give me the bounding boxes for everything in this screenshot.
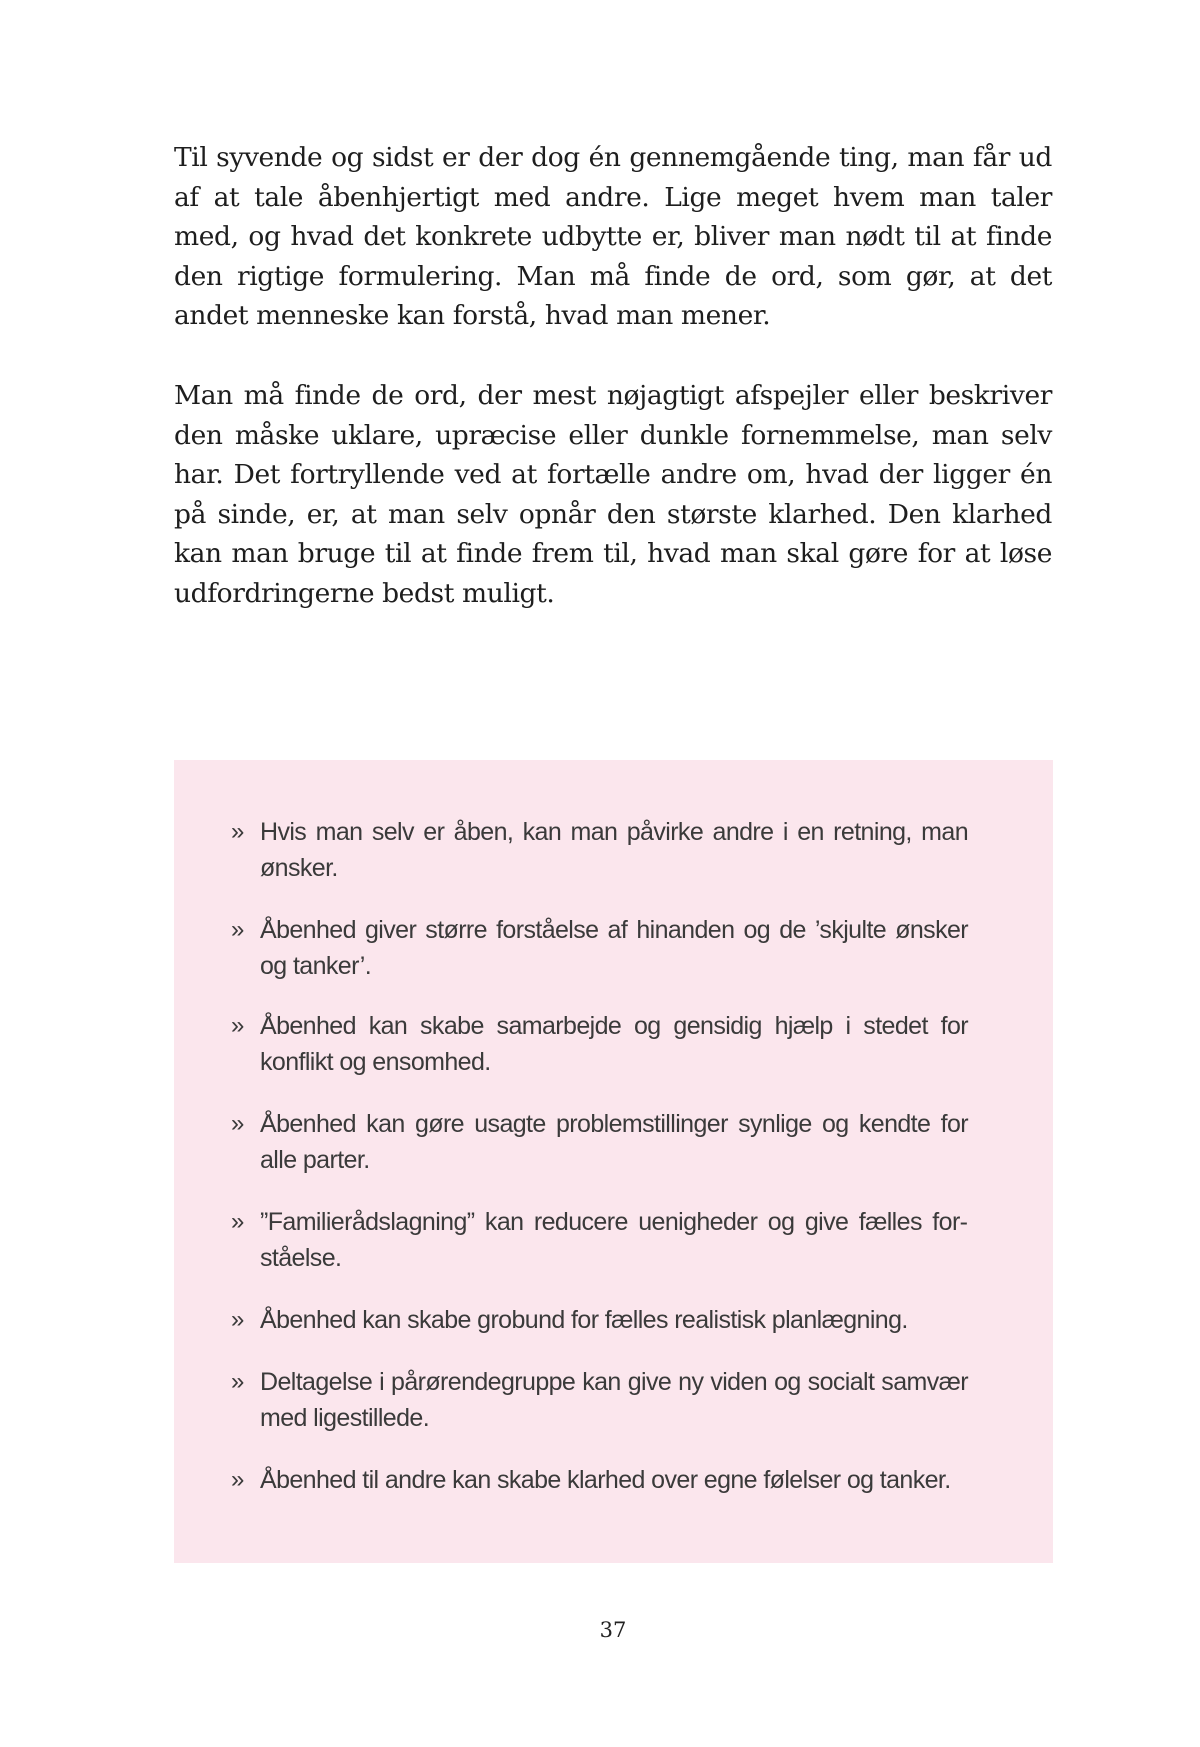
bullet-text: Åbenhed kan gøre usagte problemstillinger synlige og kendte for alle parter.: [260, 1110, 968, 1174]
bullet-marker-icon: »: [231, 1368, 244, 1395]
bullet-text: Åbenhed til andre kan skabe klarhed over egne følelser og tanker.: [260, 1466, 951, 1494]
bullet-text: Deltagelse i pårørendegruppe kan give ny viden og socialt samvær med ligestillede.: [260, 1368, 968, 1432]
body-paragraph: Man må finde de ord, der mest nøjagtigt afspejler eller beskriver den måske uklare, upræcise eller dunkle fornemmelse, man selv har. Det fortryllende ved at fortælle andre om, hvad der ligger én på sinde, er, at man selv opnår den største klarhed. Den klarhed kan man bruge til at finde frem til, hvad man skal gøre for at løse udfordringerne bedst muligt.: [174, 380, 1052, 609]
bullet-marker-icon: »: [231, 1012, 244, 1039]
bullet-marker-icon: »: [231, 1208, 244, 1235]
bullet-item: [231, 1364, 968, 1436]
bullet-marker-icon: »: [231, 1306, 244, 1333]
highlight-box: [174, 760, 1053, 1563]
bullet-marker-icon: »: [231, 1466, 244, 1493]
bullet-item: [231, 1008, 968, 1080]
bullet-item: [231, 1106, 968, 1178]
bullet-item: [231, 814, 968, 886]
bullet-item: [231, 1302, 968, 1338]
bullet-list: [231, 814, 968, 1498]
bullet-text: Åbenhed kan skabe samarbejde og gensidig hjælp i stedet for konflikt og ensomhed.: [260, 1012, 968, 1076]
bullet-marker-icon: »: [231, 916, 244, 943]
bullet-marker-icon: »: [231, 818, 244, 845]
bullet-text: Hvis man selv er åben, kan man påvirke andre i en retning, man ønsker.: [260, 818, 968, 882]
bullet-text: ”Familierådslagning” kan reducere uenigheder og give fælles forståelse.: [260, 1208, 968, 1272]
bullet-text: Åbenhed giver større forståelse af hinanden og de ’skjulte ønsker og tanker’.: [260, 916, 968, 980]
bullet-text: Åbenhed kan skabe grobund for fælles realistisk planlægning.: [260, 1306, 908, 1334]
bullet-item: [231, 1204, 968, 1276]
page-number: 37: [599, 1618, 627, 1642]
bullet-item: [231, 1462, 968, 1498]
bullet-item: [231, 912, 968, 984]
body-paragraph: Til syvende og sidst er der dog én gennemgående ting, man får ud af at tale åbenhjertigt med andre. Lige meget hvem man taler med, og hvad det konkrete udbytte er, bliver man nødt til at finde den rigtige formulering. Man må finde de ord, som gør, at det andet menneske kan forstå, hvad man mener.: [174, 142, 1052, 331]
bullet-marker-icon: »: [231, 1110, 244, 1137]
